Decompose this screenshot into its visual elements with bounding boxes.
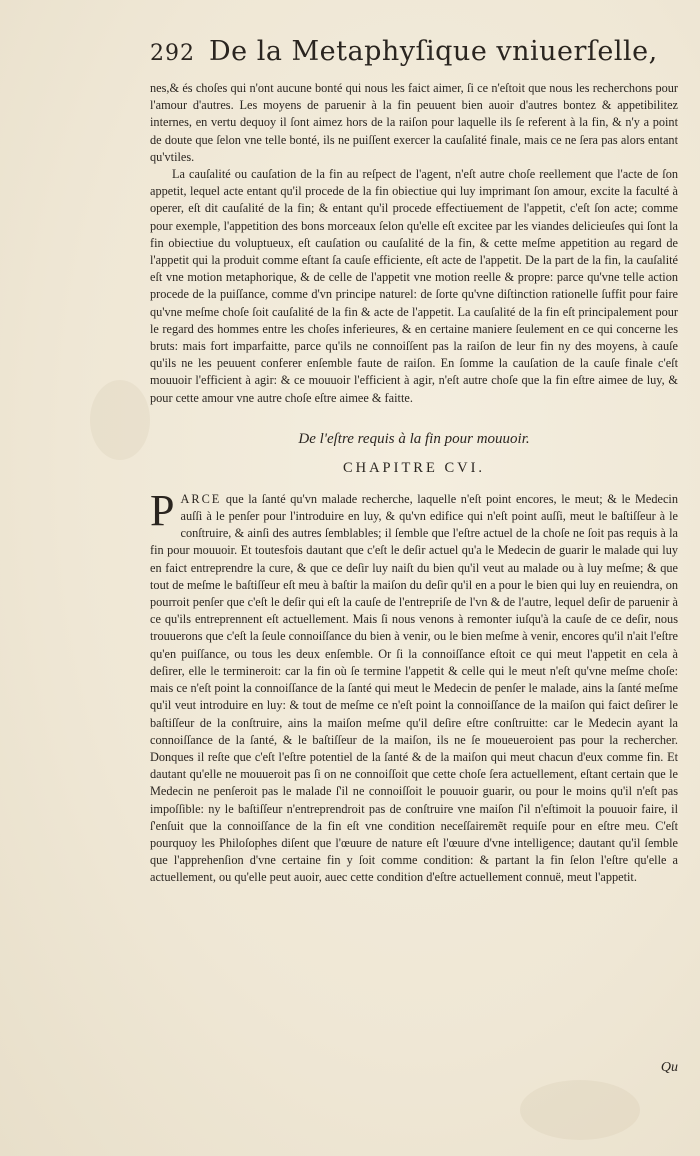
chapter-text: que la ſanté qu'vn malade recherche, laquelle n'eſt point encores, le meut; & le Medecin auſſi à le penſer pour l'introduire en luy, & qu'vn edifice qui n'eſt point auſſi, meut le baſtiſſeur à le conſtruire, & ainſi des autres ſemblables; il ſemble que l'eſtre actuel de la choſe ne ſoit pas requis à la fin pour mouuoir. Et toutesfois dautant que c'eſt le deſir actuel qu'a le Medecin de guarir le malade qui luy en faict entreprendre la cure, & que ce deſir luy naiſt du bien qu'il veut au malade ou à luy meſme; & que tout de meſme le baſtiſſeur eſt meu à baſtir la maiſon du deſir qu'il en a pour le bien qui luy en reuiendra, on pourroit penſer que c'eſt le deſir qui eſt la cauſe de l'entrepriſe de l'vn & de l'autre, lequel deſir de paruenir à ce qu'ils entreprennent eſt actuellement. Mais ſi nous venons à remonter iuſqu'à la cauſe de ce deſir, nous trouuerons que c'eſt la ſeule connoiſſance du bien à venir, ou le bien meſme à venir, encores qu'il n'ait l'eſtre qu'en puiſſance, ou tous les deux enſemble. Or ſi la connoiſſance eſtoit ce qui meut l'appetit en cela à deſirer, elle le termineroit: car la fin où ſe termine l'appetit & celle qui le meut n'eſt qu'vne meſme choſe: mais ce n'eſt point la connoiſſance de la ſanté qui meut le Medecin de penſer le malade, ains la ſanté meſme qu'il veut introduire en luy: & tout de meſme ce n'eſt point la connoiſſance de la maiſon qui faict deſirer le baſtiſſeur de la conſtruire, ains la maiſon meſme qu'il deſire eſtre conſtruitte: car le Medecin ayant la connoiſſance de la ſanté, & le baſtiſſeur de la maiſon, ils ne ſe moueueroient pas pour la rechercher. Donques il reſte que c'eſt l'eſtre potentiel de la ſanté & de la maiſon qui meut chacun d'eux comme fin. Et dautant qu'elle ne mouueroit pas ſi on ne connoiſſoit que cette choſe ſera actuellement, eſtant certain que le Medecin ne penſeroit pas le malade ſ'il ne connoiſſoit le pouuoir guarir, ou pour le moins qu'il n'eſt pas impoſſible: ny le baſtiſſeur n'entreprendroit pas de conſtruire vne maiſon ſ'il n'eſtimoit la pouuoir faire, il ſ'enſuit que la connoiſſance de la fin eſt vne condition neceſſairemẽt requiſe pour en eſtre meu. C'eſt pourquoy les Philoſophes diſent que l'œuure de nature eſt l'œuure d'vne intelligence; dautant qu'il ſemble que l'apprehenſion d'vne certaine fin y ſoit comme condition: & partant la fin ſelon l'eſtre qu'elle a actuellement, ou qu'elle peut auoir, auec cette condition d'eſtre actuellement connuë, meut l'appetit.: [150, 491, 678, 885]
section-title: De l'eſtre requis à la fin pour mouuoir.: [298, 430, 530, 447]
paragraph-causalite: La cauſalité ou cauſation de la fin au reſpect de l'agent, n'eſt autre choſe reellement que l'acte de ſon appetit, lequel acte entant qu'il procede de la fin obiectiue qui luy imprimant ſon amour, excite la faculté à operer, eſt dit cauſalité de la fin; & entant qu'il procede effectiuement de l'appetit, c'eſt ſon acte; comme pour exemple, l'appetition des bons morceaux ſelon qu'elle eſt excitee par les viandes delicieuſes qui ſont la fin obiectiue du voluptueux, eſt cauſation ou cauſalité de la fin, & cette meſme appetition au regard de l'appetit qui la produit comme eſtant ſa cauſe efficiente, eſt acte de l'appetit. De la part de la fin, la cauſalité eſt vne motion metaphorique, & de celle de l'appetit vne motion reelle & propre: parce qu'vne telle action procede de la puiſſance, comme d'vn principe naturel: de ſorte qu'vne diſtinction rationelle ſuffit pour faire qu'vne meſme choſe ſoit cauſalité de la fin & acte de l'appetit. La cauſalité de la fin eſt principalement pour le regard des hommes entre les choſes inferieures, & en certaine maniere ſeulement en ce qui concerne les bruts: mais fort imparfaitte, parce qu'ils ne connoiſſent pas la raiſon de leur fin ny des moyens, à cauſe qu'ils ne les peuuent conferer enſemble faute de raiſon. En ſomme la cauſation de la cauſe finale c'eſt mouuoir l'efficient à agir: & ce mouuoir l'efficient à agir, n'eſt autre choſe que la fin eſtre aimee de luy, & pour cette amour vne autre choſe eſtre aimee & faitte.: [150, 167, 678, 405]
paper-stain: [90, 380, 150, 460]
page-header: [150, 36, 678, 80]
catchword: Qu: [660, 1060, 678, 1075]
drop-capital: P: [150, 485, 175, 535]
paper-stain: [520, 1080, 640, 1140]
chapter-body: [150, 485, 678, 887]
running-head: De la Metaphyſique vniuerſelle,: [209, 36, 658, 67]
page-number: 292: [150, 41, 195, 66]
chapter-title: CHAPITRE CVI.: [342, 459, 486, 476]
paragraph-continuation: nes,& és choſes qui n'ont aucune bonté qui nous les faict aimer, ſi ce n'eſtoit que nous les recherchons pour l'amour d'autres. Les moyens de paruenir à la fin peuuent bien auoir d'autres bontez & appetibilitez internes, en vertu dequoy il ſont aimez hors de la raiſon pour laquelle ils ſe referent à la fin, & n'y a point de doute que ſelon vne telle bonté, ils ne puiſſent exercer la cauſalité finale, mais ce ne ſera pas alors entant qu'vtiles.: [150, 81, 678, 164]
chapter-first-word: ARCE: [180, 491, 222, 506]
